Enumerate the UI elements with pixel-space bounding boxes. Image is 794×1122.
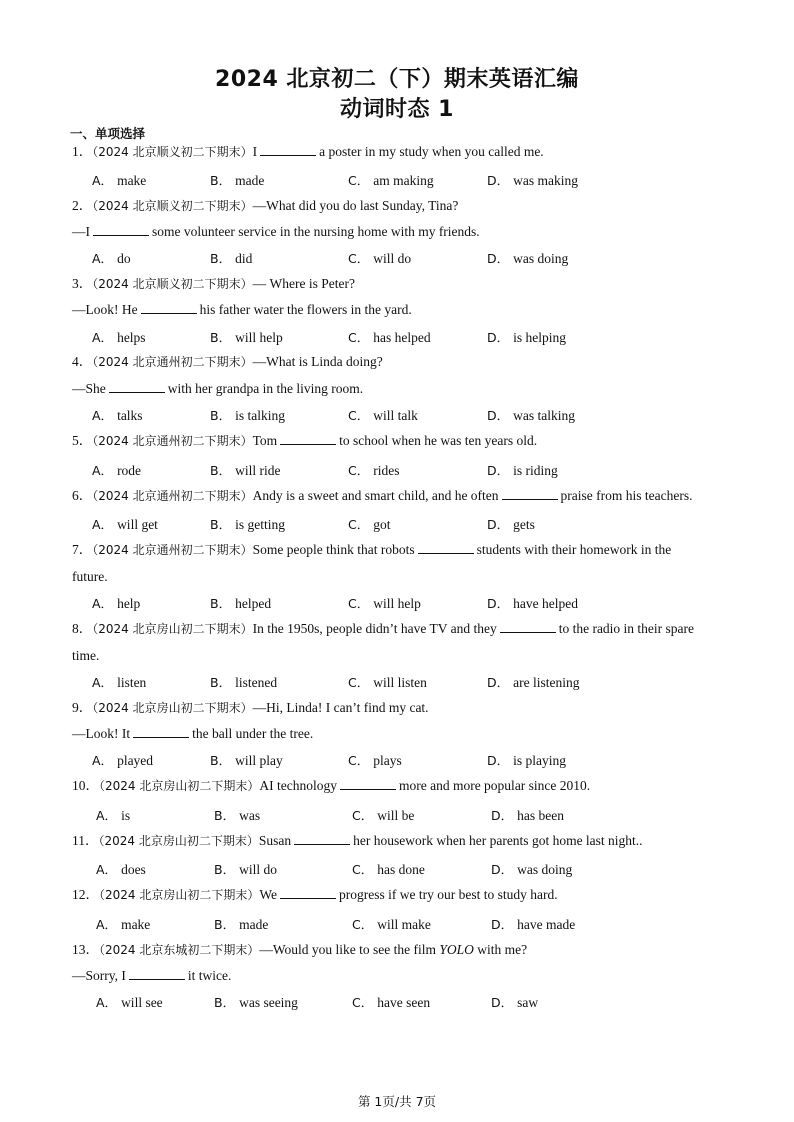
question-text: —What is Linda doing? bbox=[252, 354, 383, 369]
option-letter: D． bbox=[487, 517, 510, 532]
question-source: （2024 北京通州初二下期末） bbox=[92, 543, 253, 557]
question-stem bbox=[72, 433, 537, 449]
answer-option[interactable] bbox=[92, 461, 141, 479]
question-text: AI technology bbox=[259, 778, 337, 793]
answer-option[interactable] bbox=[96, 993, 163, 1011]
answer-option[interactable] bbox=[96, 915, 150, 933]
option-letter: B． bbox=[214, 862, 236, 877]
answer-option[interactable] bbox=[210, 515, 285, 533]
option-text: made bbox=[235, 173, 265, 188]
question-stem bbox=[72, 488, 693, 504]
answer-option[interactable] bbox=[487, 328, 566, 346]
option-text: listened bbox=[235, 675, 278, 690]
question-response-line bbox=[72, 381, 363, 397]
answer-option[interactable] bbox=[210, 461, 280, 479]
answer-option[interactable] bbox=[210, 594, 271, 612]
page-number: 第 1页/共 7页 bbox=[357, 1094, 437, 1109]
option-text: will do bbox=[373, 251, 412, 266]
answer-option[interactable] bbox=[92, 673, 146, 691]
option-letter: A． bbox=[92, 463, 114, 478]
question-number: 5． bbox=[72, 433, 93, 448]
answer-option[interactable] bbox=[348, 461, 399, 479]
answer-option[interactable] bbox=[92, 751, 153, 769]
answer-blank bbox=[294, 833, 350, 845]
answer-option[interactable] bbox=[487, 751, 566, 769]
option-text: saw bbox=[517, 995, 539, 1010]
question-stem bbox=[72, 542, 671, 558]
option-text: rides bbox=[373, 463, 400, 478]
option-text: is getting bbox=[235, 517, 285, 532]
option-letter: A． bbox=[92, 408, 114, 423]
question-text: Some people think that robots bbox=[252, 542, 415, 557]
answer-option[interactable] bbox=[352, 860, 425, 878]
answer-option[interactable] bbox=[348, 594, 421, 612]
question-text: —I bbox=[72, 224, 90, 239]
option-text: is riding bbox=[513, 463, 558, 478]
answer-option[interactable] bbox=[210, 328, 283, 346]
question-source: （2024 北京顺义初二下期末） bbox=[92, 145, 253, 159]
option-text: make bbox=[117, 173, 147, 188]
answer-options bbox=[92, 673, 712, 689]
question-source: （2024 北京房山初二下期末） bbox=[99, 888, 260, 902]
document-title: 2024 北京初二（下）期末英语汇编 bbox=[215, 67, 579, 92]
answer-option[interactable] bbox=[491, 993, 538, 1011]
option-letter: A． bbox=[92, 753, 114, 768]
option-letter: A． bbox=[96, 995, 118, 1010]
option-letter: D． bbox=[487, 251, 510, 266]
option-text: rode bbox=[117, 463, 142, 478]
option-text: did bbox=[235, 251, 253, 266]
option-letter: D． bbox=[487, 463, 510, 478]
option-text: has been bbox=[517, 808, 564, 823]
question-number: 10． bbox=[72, 778, 99, 793]
answer-blank bbox=[260, 144, 316, 156]
question-number: 11． bbox=[72, 833, 99, 848]
answer-options bbox=[96, 993, 716, 1009]
question-text: students with their homework in the bbox=[476, 542, 672, 557]
question-text: I bbox=[252, 144, 258, 159]
question-stem bbox=[72, 887, 558, 903]
option-letter: C． bbox=[352, 995, 374, 1010]
option-text: will make bbox=[377, 917, 431, 932]
option-letter: A． bbox=[96, 808, 118, 823]
option-text: will talk bbox=[373, 408, 418, 423]
answer-option[interactable] bbox=[348, 515, 391, 533]
question-text: her housework when her parents got home last night.. bbox=[353, 833, 643, 848]
question-text: a poster in my study when you called me. bbox=[319, 144, 544, 159]
question-number: 12． bbox=[72, 887, 99, 902]
option-letter: C． bbox=[348, 675, 370, 690]
question-text: —Look! He bbox=[72, 302, 138, 317]
option-text: help bbox=[117, 596, 141, 611]
option-text: has done bbox=[377, 862, 425, 877]
question-text: Andy is a sweet and smart child, and he often bbox=[252, 488, 499, 503]
option-letter: C． bbox=[352, 917, 374, 932]
question-source: （2024 北京房山初二下期末） bbox=[92, 622, 253, 636]
option-text: is talking bbox=[235, 408, 285, 423]
option-letter: C． bbox=[348, 463, 370, 478]
answer-option[interactable] bbox=[352, 915, 431, 933]
answer-option[interactable] bbox=[352, 993, 430, 1011]
question-continuation: future. bbox=[72, 569, 108, 584]
answer-option[interactable] bbox=[92, 328, 146, 346]
question-number: 2． bbox=[72, 198, 93, 213]
option-text: will get bbox=[117, 517, 158, 532]
question-text: —Sorry, I bbox=[72, 968, 126, 983]
option-text: do bbox=[117, 251, 131, 266]
option-letter: B． bbox=[210, 330, 232, 345]
question-source: （2024 北京房山初二下期末） bbox=[99, 779, 260, 793]
answer-option[interactable] bbox=[348, 406, 418, 424]
question-source: （2024 北京通州初二下期末） bbox=[92, 489, 253, 503]
option-text: make bbox=[121, 917, 151, 932]
option-letter: D． bbox=[487, 408, 510, 423]
question-source: （2024 北京顺义初二下期末） bbox=[92, 199, 253, 213]
answer-blank bbox=[502, 488, 558, 500]
question-text: to the radio in their spare bbox=[558, 621, 695, 636]
answer-option[interactable] bbox=[487, 406, 575, 424]
question-number: 8． bbox=[72, 621, 93, 636]
answer-option[interactable] bbox=[348, 328, 431, 346]
question-number: 6． bbox=[72, 488, 93, 503]
option-text: will see bbox=[121, 995, 163, 1010]
question-text: with me? bbox=[473, 942, 528, 957]
answer-option[interactable] bbox=[92, 515, 158, 533]
answer-options bbox=[92, 328, 712, 344]
question-stem bbox=[72, 700, 429, 716]
answer-options bbox=[92, 406, 712, 422]
answer-option[interactable] bbox=[210, 249, 252, 267]
answer-option[interactable] bbox=[92, 406, 143, 424]
option-letter: B． bbox=[210, 753, 232, 768]
option-letter: C． bbox=[348, 330, 370, 345]
option-text: is playing bbox=[513, 753, 567, 768]
question-text: with her grandpa in the living room. bbox=[167, 381, 364, 396]
option-letter: D． bbox=[491, 862, 514, 877]
question-stem bbox=[72, 778, 590, 794]
question-text: In the 1950s, people didn’t have TV and they bbox=[252, 621, 497, 636]
option-letter: A． bbox=[92, 330, 114, 345]
option-letter: B． bbox=[210, 517, 232, 532]
question-text: —What did you do last Sunday, Tina? bbox=[252, 198, 459, 213]
answer-option[interactable] bbox=[96, 806, 130, 824]
answer-option[interactable] bbox=[487, 461, 558, 479]
question-response-line bbox=[72, 726, 313, 742]
answer-blank bbox=[340, 778, 396, 790]
question-continuation: time. bbox=[72, 648, 100, 663]
question-text: progress if we try our best to study hard. bbox=[339, 887, 558, 902]
option-letter: C． bbox=[348, 251, 370, 266]
option-text: listen bbox=[117, 675, 147, 690]
option-letter: A． bbox=[92, 675, 114, 690]
answer-option[interactable] bbox=[487, 171, 578, 189]
answer-option[interactable] bbox=[487, 249, 568, 267]
option-letter: A． bbox=[92, 517, 114, 532]
answer-option[interactable] bbox=[210, 673, 277, 691]
option-text: will be bbox=[377, 808, 415, 823]
option-text: is helping bbox=[513, 330, 567, 345]
option-letter: B． bbox=[214, 808, 236, 823]
answer-blank bbox=[418, 542, 474, 554]
option-text: are listening bbox=[513, 675, 580, 690]
question-text: it twice. bbox=[187, 968, 232, 983]
option-letter: D． bbox=[487, 330, 510, 345]
answer-option[interactable] bbox=[348, 171, 434, 189]
question-stem bbox=[72, 354, 383, 370]
option-letter: B． bbox=[210, 675, 232, 690]
question-stem bbox=[72, 621, 694, 637]
answer-option[interactable] bbox=[487, 594, 578, 612]
option-letter: A． bbox=[92, 173, 114, 188]
option-letter: C． bbox=[352, 862, 374, 877]
option-letter: B． bbox=[210, 463, 232, 478]
option-text: have seen bbox=[377, 995, 431, 1010]
question-text: praise from his teachers. bbox=[560, 488, 693, 503]
option-text: will listen bbox=[373, 675, 427, 690]
option-text: helped bbox=[235, 596, 272, 611]
question-text: —Look! It bbox=[72, 726, 131, 741]
option-letter: D． bbox=[487, 753, 510, 768]
answer-option[interactable] bbox=[491, 806, 564, 824]
question-source: （2024 北京房山初二下期末） bbox=[98, 834, 259, 848]
answer-options bbox=[92, 461, 712, 477]
answer-option[interactable] bbox=[352, 806, 414, 824]
option-letter: A． bbox=[96, 917, 118, 932]
question-source: （2024 北京通州初二下期末） bbox=[92, 355, 253, 369]
option-text: will ride bbox=[235, 463, 281, 478]
option-text: was bbox=[239, 808, 261, 823]
answer-blank bbox=[141, 302, 197, 314]
question-response-line bbox=[72, 302, 412, 318]
option-text: made bbox=[239, 917, 269, 932]
option-text: played bbox=[117, 753, 154, 768]
option-letter: D． bbox=[491, 995, 514, 1010]
option-letter: D． bbox=[487, 675, 510, 690]
answer-option[interactable] bbox=[214, 915, 268, 933]
answer-blank bbox=[129, 968, 185, 980]
question-text: —Hi, Linda! I can’t find my cat. bbox=[252, 700, 429, 715]
option-letter: B． bbox=[210, 408, 232, 423]
answer-option[interactable] bbox=[491, 915, 575, 933]
answer-blank bbox=[280, 887, 336, 899]
question-text: more and more popular since 2010. bbox=[398, 778, 591, 793]
question-number: 3． bbox=[72, 276, 93, 291]
option-letter: C． bbox=[348, 173, 370, 188]
answer-option[interactable] bbox=[491, 860, 572, 878]
question-number: 13． bbox=[72, 942, 99, 957]
option-letter: B． bbox=[214, 917, 236, 932]
answer-option[interactable] bbox=[214, 993, 298, 1011]
option-text: will play bbox=[235, 753, 283, 768]
question-text: — Where is Peter? bbox=[252, 276, 355, 291]
option-letter: B． bbox=[210, 251, 232, 266]
answer-options bbox=[92, 249, 712, 265]
answer-option[interactable] bbox=[214, 806, 260, 824]
question-text: some volunteer service in the nursing home with my friends. bbox=[152, 224, 480, 239]
question-response-line bbox=[72, 968, 231, 984]
option-letter: A． bbox=[92, 596, 114, 611]
document-subtitle: 动词时态 1 bbox=[340, 97, 454, 122]
answer-option[interactable] bbox=[92, 249, 131, 267]
option-text: has helped bbox=[373, 330, 431, 345]
answer-blank bbox=[109, 381, 165, 393]
answer-option[interactable] bbox=[487, 515, 535, 533]
answer-options bbox=[96, 860, 716, 876]
film-title: YOLO bbox=[439, 942, 474, 957]
question-stem bbox=[72, 144, 544, 160]
answer-options bbox=[92, 594, 712, 610]
question-response-line bbox=[72, 224, 480, 240]
option-text: am making bbox=[373, 173, 434, 188]
option-letter: C． bbox=[352, 808, 374, 823]
option-letter: B． bbox=[214, 995, 236, 1010]
question-stem bbox=[72, 833, 643, 849]
answer-option[interactable] bbox=[348, 673, 427, 691]
option-text: have made bbox=[517, 917, 576, 932]
question-source: （2024 北京东城初二下期末） bbox=[99, 943, 260, 957]
answer-options bbox=[92, 515, 712, 531]
answer-options bbox=[92, 171, 712, 187]
question-text: the ball under the tree. bbox=[192, 726, 314, 741]
answer-blank bbox=[133, 726, 189, 738]
option-letter: A． bbox=[96, 862, 118, 877]
option-text: talks bbox=[117, 408, 143, 423]
question-number: 1． bbox=[72, 144, 93, 159]
option-text: was making bbox=[513, 173, 579, 188]
option-text: does bbox=[121, 862, 146, 877]
option-text: gets bbox=[513, 517, 535, 532]
question-stem bbox=[72, 198, 458, 214]
answer-options bbox=[96, 915, 716, 931]
question-text: his father water the flowers in the yard. bbox=[199, 302, 412, 317]
option-letter: C． bbox=[348, 517, 370, 532]
question-text: to school when he was ten years old. bbox=[339, 433, 538, 448]
section-heading: 一、单项选择 bbox=[70, 126, 146, 141]
answer-option[interactable] bbox=[96, 860, 146, 878]
answer-option[interactable] bbox=[92, 171, 146, 189]
answer-options bbox=[96, 806, 716, 822]
option-letter: A． bbox=[92, 251, 114, 266]
question-number: 9． bbox=[72, 700, 93, 715]
option-text: will do bbox=[239, 862, 277, 877]
question-text: —Would you like to see the film bbox=[259, 942, 440, 957]
option-text: helps bbox=[117, 330, 146, 345]
question-text: —She bbox=[72, 381, 106, 396]
option-text: have helped bbox=[513, 596, 578, 611]
option-text: got bbox=[373, 517, 391, 532]
option-text: was doing bbox=[513, 251, 569, 266]
answer-option[interactable] bbox=[487, 673, 580, 691]
option-text: will help bbox=[235, 330, 283, 345]
answer-blank bbox=[280, 433, 336, 445]
question-stem bbox=[72, 276, 355, 292]
question-number: 7． bbox=[72, 542, 93, 557]
option-letter: B． bbox=[210, 173, 232, 188]
option-letter: C． bbox=[348, 596, 370, 611]
option-text: plays bbox=[373, 753, 402, 768]
option-letter: D． bbox=[491, 808, 514, 823]
question-text: We bbox=[259, 887, 278, 902]
option-text: was doing bbox=[517, 862, 573, 877]
question-stem bbox=[72, 942, 527, 958]
option-letter: C． bbox=[348, 408, 370, 423]
answer-options bbox=[92, 751, 712, 767]
answer-option[interactable] bbox=[92, 594, 140, 612]
answer-option[interactable] bbox=[348, 751, 402, 769]
answer-option[interactable] bbox=[348, 249, 411, 267]
question-source: （2024 北京房山初二下期末） bbox=[92, 701, 253, 715]
option-letter: D． bbox=[491, 917, 514, 932]
option-letter: D． bbox=[487, 173, 510, 188]
answer-blank bbox=[93, 224, 149, 236]
answer-option[interactable] bbox=[210, 406, 285, 424]
option-text: was talking bbox=[513, 408, 576, 423]
option-letter: C． bbox=[348, 753, 370, 768]
question-text: Tom bbox=[252, 433, 278, 448]
answer-option[interactable] bbox=[210, 171, 264, 189]
option-text: was seeing bbox=[239, 995, 298, 1010]
option-letter: D． bbox=[487, 596, 510, 611]
question-text: Susan bbox=[258, 833, 292, 848]
option-letter: B． bbox=[210, 596, 232, 611]
answer-option[interactable] bbox=[214, 860, 277, 878]
answer-blank bbox=[500, 621, 556, 633]
option-text: is bbox=[121, 808, 131, 823]
answer-option[interactable] bbox=[210, 751, 283, 769]
question-source: （2024 北京顺义初二下期末） bbox=[92, 277, 253, 291]
question-source: （2024 北京通州初二下期末） bbox=[92, 434, 253, 448]
question-number: 4． bbox=[72, 354, 93, 369]
option-text: will help bbox=[373, 596, 421, 611]
